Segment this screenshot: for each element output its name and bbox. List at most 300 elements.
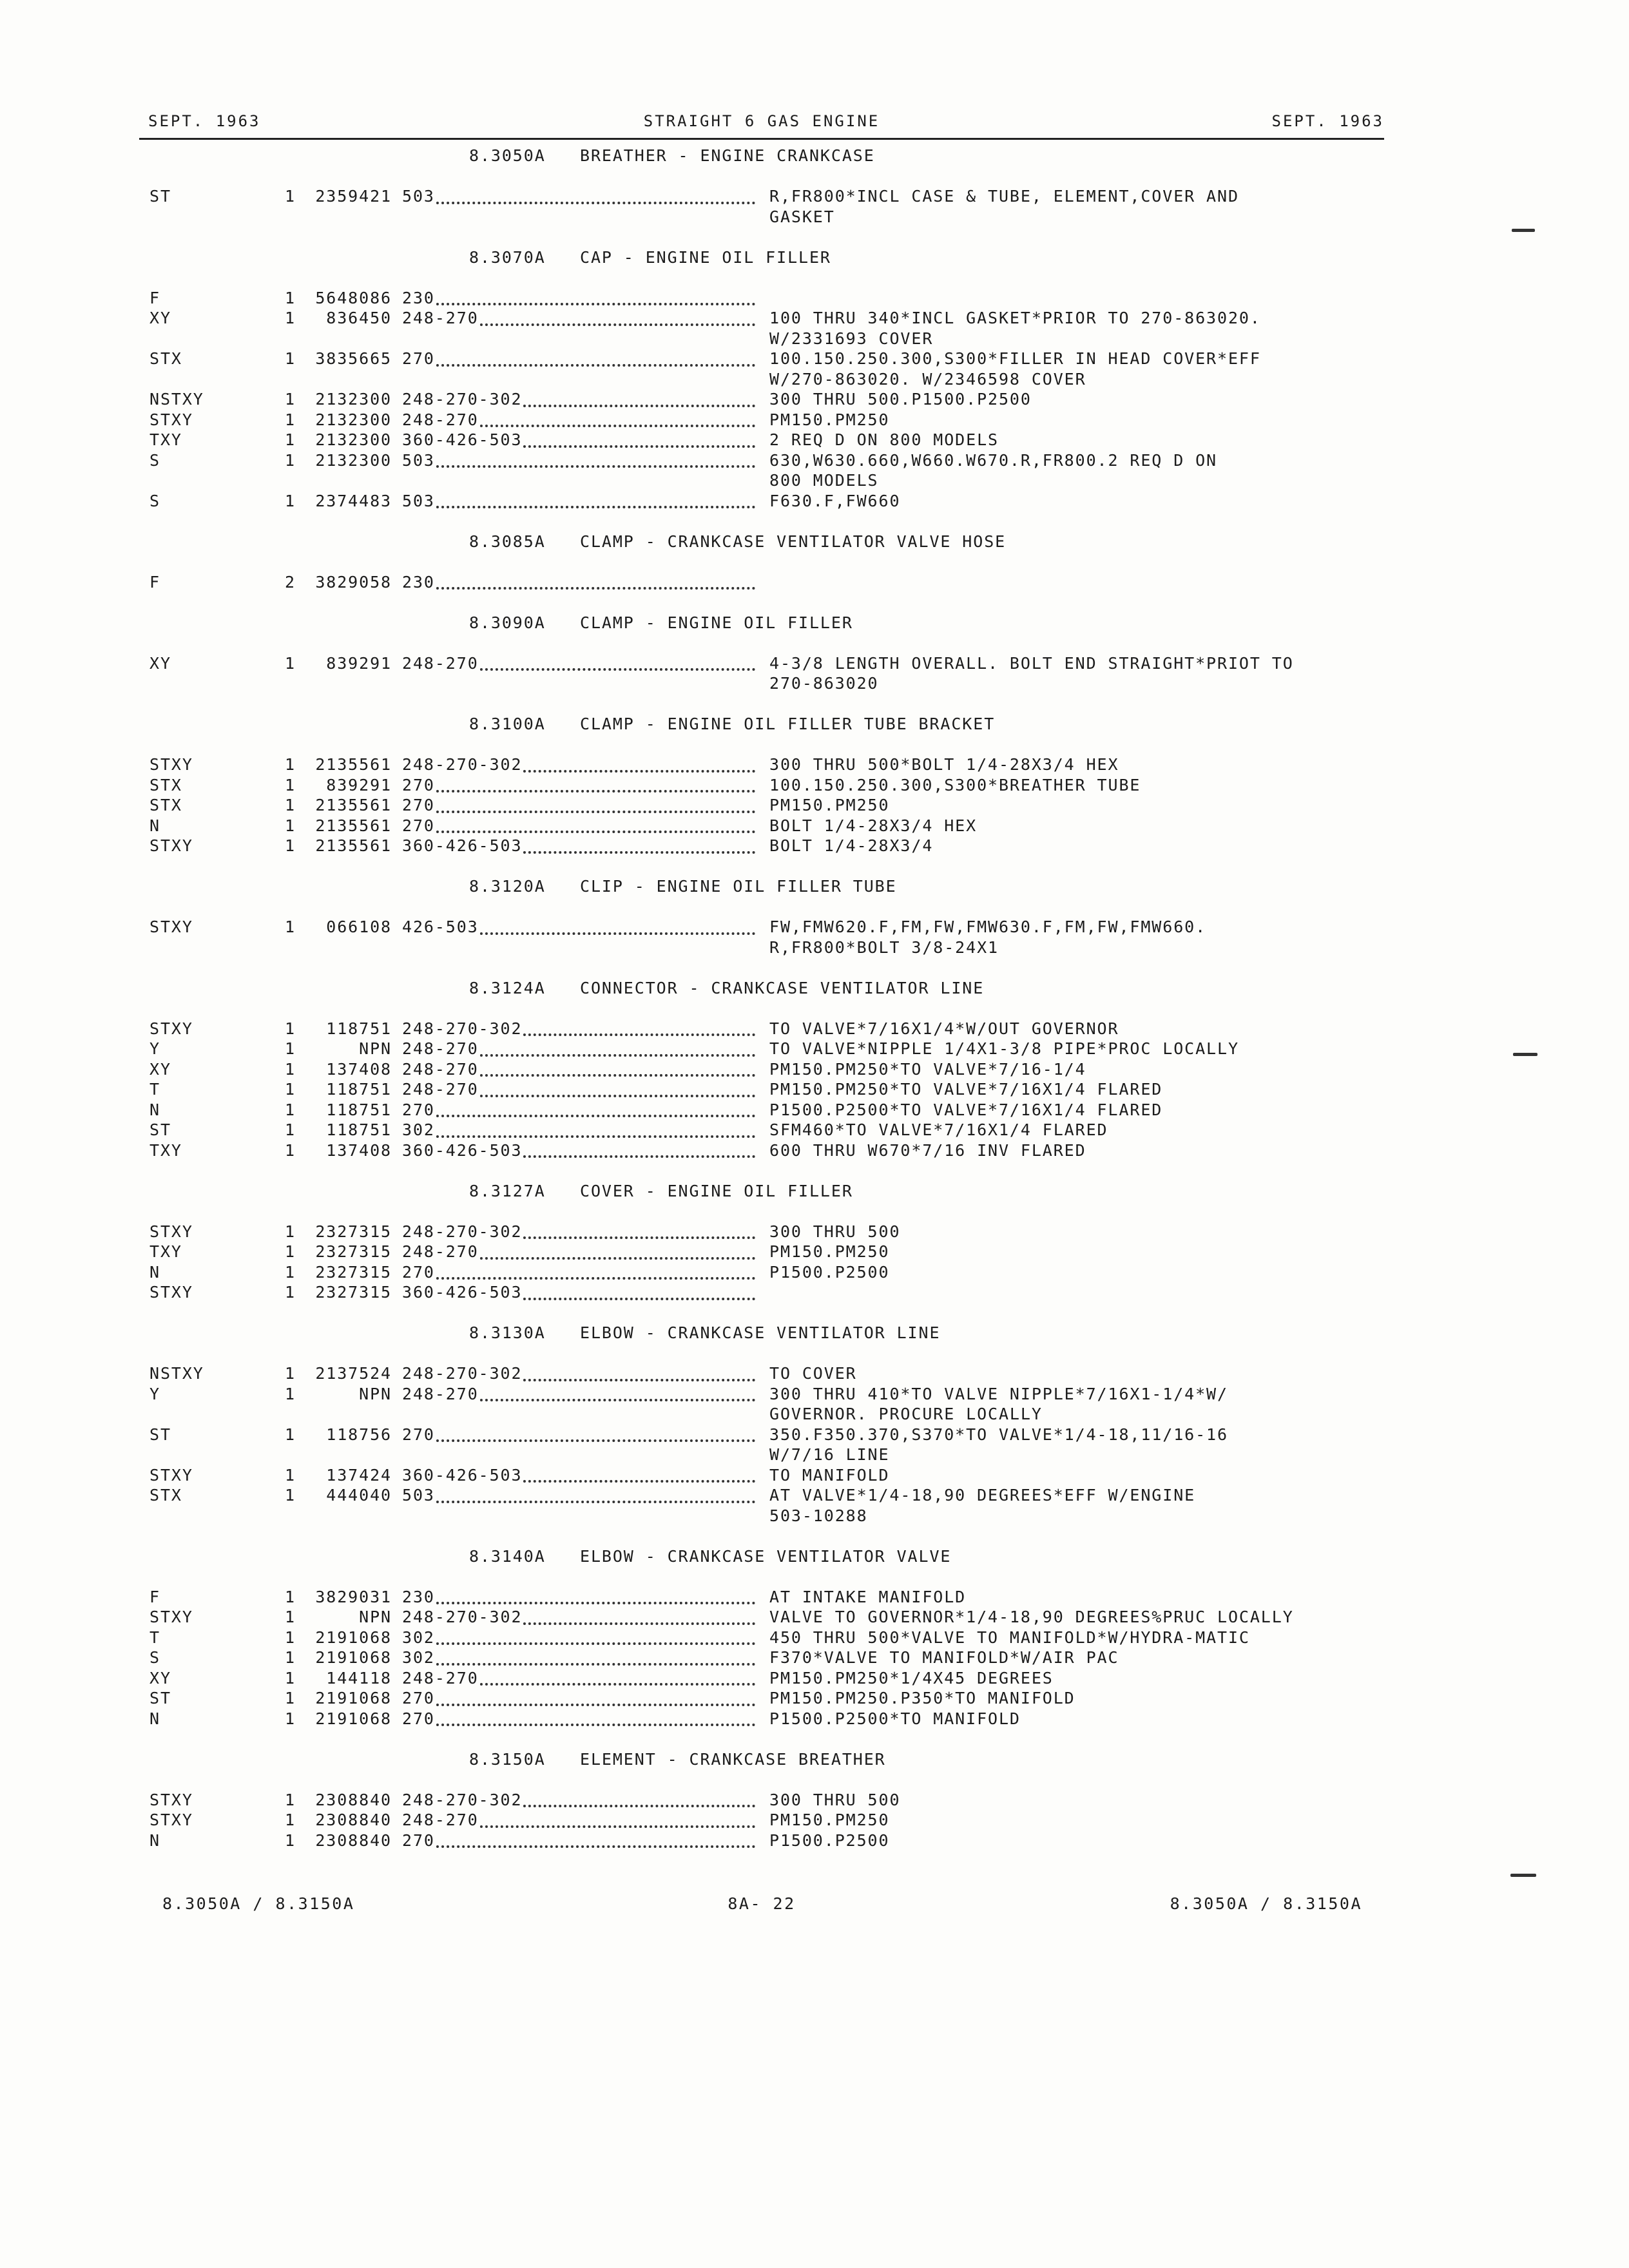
section-spacer <box>0 957 1629 978</box>
dot-leader <box>436 1419 755 1443</box>
engine-series: 230 <box>402 1587 435 1606</box>
section-code: 8.3100A <box>469 715 546 733</box>
table-row <box>0 1384 1629 1425</box>
part-description: 350.F350.370,S370*TO VALVE*1/4-18,11/16-16 W/7/16 LINE <box>769 1425 1228 1464</box>
table-row <box>0 1222 1629 1242</box>
model-code: Y <box>149 1384 160 1403</box>
part-number: 2327315 <box>315 1262 392 1282</box>
model-code: STXY <box>149 1811 193 1829</box>
model-code: XY <box>149 1668 171 1687</box>
part-number: 2132300 <box>315 390 392 408</box>
part-number: 2135561 <box>315 836 392 855</box>
model-code: NSTXY <box>149 390 204 408</box>
part-description: PM150.PM250*TO VALVE*7/16X1/4 FLARED <box>769 1080 1163 1099</box>
section <box>0 146 1629 227</box>
part-description: AT VALVE*1/4-18,90 DEGREES*EFF W/ENGINE 503-10288 <box>769 1486 1196 1525</box>
quantity: 1 <box>285 349 296 368</box>
part-description: TO VALVE*7/16X1/4*W/OUT GOVERNOR <box>769 1019 1119 1038</box>
model-code: Y <box>149 1039 160 1058</box>
model-code: T <box>149 1628 160 1647</box>
section-spacer <box>0 1160 1629 1181</box>
model-code: N <box>149 1100 160 1119</box>
section-title <box>0 714 1629 754</box>
part-description: F370*VALVE TO MANIFOLD*W/AIR PAC <box>769 1648 1119 1667</box>
part-description: P1500.P2500*TO VALVE*7/16X1/4 FLARED <box>769 1100 1163 1119</box>
part-number: 118751 <box>326 1100 392 1119</box>
section <box>0 247 1629 512</box>
model-code: XY <box>149 1059 171 1079</box>
quantity: 1 <box>285 288 296 307</box>
part-number: 137408 <box>326 1140 392 1160</box>
part-description <box>769 572 1629 593</box>
section-title <box>0 1181 1629 1222</box>
engine-series: 503 <box>402 1486 435 1504</box>
part-description: PM150.PM250*TO VALVE*7/16-1/4 <box>769 1059 1086 1079</box>
table-row <box>0 1262 1629 1283</box>
dot-leader <box>436 1582 755 1605</box>
model-code: F <box>149 288 160 307</box>
parts-list <box>0 146 1629 1850</box>
part-description: FW,FMW620.F,FM,FW,FMW630.F,FM,FW,FMW660. R,FR800*BOLT 3/8-24X1 <box>769 918 1207 957</box>
section-title <box>0 876 1629 917</box>
engine-series: 248-270 <box>402 1242 479 1261</box>
table-row <box>0 1607 1629 1628</box>
part-number: 2191068 <box>315 1628 392 1647</box>
part-description: F630.F,FW660 <box>769 491 901 510</box>
quantity: 1 <box>285 1039 296 1058</box>
dot-leader <box>523 425 755 448</box>
model-code: S <box>149 1648 160 1667</box>
page-footer <box>139 1894 1384 1920</box>
quantity: 1 <box>285 1262 296 1282</box>
part-description: 100 THRU 340*INCL GASKET*PRIOR TO 270-863020. W/2331693 COVER <box>769 309 1261 348</box>
quantity: 1 <box>285 309 296 327</box>
dot-leader <box>523 1358 755 1381</box>
table-row <box>0 1100 1629 1120</box>
engine-series: 270 <box>402 1831 435 1850</box>
model-code: XY <box>149 653 171 673</box>
dot-leader <box>480 912 755 935</box>
model-code: F <box>149 1587 160 1606</box>
table-row <box>0 1465 1629 1486</box>
table-row <box>0 1120 1629 1140</box>
edge-mark <box>1510 1874 1536 1877</box>
engine-series: 503 <box>402 450 435 470</box>
table-row <box>0 653 1629 694</box>
section-title <box>0 532 1629 572</box>
engine-series: 248-270 <box>402 1668 479 1687</box>
header-rule <box>139 138 1384 140</box>
table-row <box>0 1282 1629 1303</box>
section-code: 8.3090A <box>469 613 546 632</box>
dot-leader <box>436 1115 755 1138</box>
part-description: 300 THRU 500 <box>769 1790 901 1809</box>
engine-series: 248-270 <box>402 653 479 673</box>
dot-leader <box>436 1257 755 1280</box>
model-code: STXY <box>149 755 193 774</box>
model-code: STXY <box>149 1608 193 1626</box>
table-row <box>0 775 1629 796</box>
quantity: 1 <box>285 187 296 206</box>
model-code: STXY <box>149 1283 193 1302</box>
quantity: 1 <box>285 1384 296 1403</box>
dot-leader <box>480 1805 755 1828</box>
table-row <box>0 1831 1629 1851</box>
engine-series: 248-270-302 <box>402 755 523 774</box>
part-description: R,FR800*INCL CASE & TUBE, ELEMENT,COVER AND GASKET <box>769 187 1239 226</box>
section-code: 8.3120A <box>469 877 546 896</box>
part-number: 2132300 <box>315 430 392 449</box>
part-description: PM150.PM250 <box>769 410 890 429</box>
quantity: 1 <box>285 653 296 673</box>
page-header <box>139 103 1384 139</box>
engine-series: 248-270-302 <box>402 1790 523 1809</box>
section-code: 8.3130A <box>469 1323 546 1342</box>
table-row <box>0 1363 1629 1384</box>
quantity: 1 <box>285 1059 296 1079</box>
engine-series: 360-426-503 <box>402 1140 523 1160</box>
model-code: N <box>149 1262 160 1282</box>
table-row <box>0 1587 1629 1608</box>
part-number: 3829058 <box>315 572 392 591</box>
table-row <box>0 1485 1629 1526</box>
model-code: S <box>149 450 160 470</box>
model-code: ST <box>149 1425 171 1444</box>
dot-leader <box>436 770 755 793</box>
dot-leader <box>436 567 755 590</box>
engine-series: 270 <box>402 816 435 835</box>
dot-leader <box>480 1236 755 1260</box>
table-row <box>0 1810 1629 1831</box>
quantity: 1 <box>285 1790 296 1809</box>
part-number: 2374483 <box>315 491 392 510</box>
quantity: 1 <box>285 1709 296 1728</box>
dot-leader <box>480 405 755 428</box>
section <box>0 1181 1629 1303</box>
section-name: CLAMP - ENGINE OIL FILLER <box>580 613 853 632</box>
part-description: TO MANIFOLD <box>769 1465 890 1485</box>
table-row <box>0 1648 1629 1668</box>
part-description: 300 THRU 410*TO VALVE NIPPLE*7/16X1-1/4*W/ GOVERNOR. PROCURE LOCALLY <box>769 1384 1228 1423</box>
quantity: 1 <box>285 1425 296 1444</box>
engine-series: 230 <box>402 288 435 307</box>
part-description: P1500.P2500*TO MANIFOLD <box>769 1709 1021 1728</box>
engine-series: 248-270 <box>402 1039 479 1058</box>
part-number: 144118 <box>326 1668 392 1687</box>
table-row <box>0 754 1629 775</box>
model-code: STXY <box>149 836 193 855</box>
part-number: 2327315 <box>315 1222 392 1241</box>
part-number: 118751 <box>326 1120 392 1139</box>
header-title: STRAIGHT 6 GAS ENGINE <box>643 112 880 130</box>
engine-series: 302 <box>402 1628 435 1647</box>
part-description: P1500.P2500 <box>769 1262 890 1282</box>
footer-range-left: 8.3050A / 8.3150A <box>162 1894 355 1913</box>
part-number: 5648086 <box>315 288 392 307</box>
engine-series: 248-270-302 <box>402 1608 523 1626</box>
table-row <box>0 1079 1629 1100</box>
engine-series: 248-270-302 <box>402 1364 523 1383</box>
dot-leader <box>523 1785 755 1808</box>
table-row <box>0 1668 1629 1689</box>
section-title <box>0 247 1629 288</box>
model-code: TXY <box>149 1140 182 1160</box>
model-code: XY <box>149 309 171 327</box>
model-code: STXY <box>149 1790 193 1809</box>
section-name: ELEMENT - CRANKCASE BREATHER <box>580 1749 886 1769</box>
part-description <box>769 288 1629 309</box>
engine-series: 302 <box>402 1120 435 1139</box>
dot-leader <box>523 749 755 773</box>
table-row <box>0 389 1629 410</box>
part-number: 2135561 <box>315 796 392 814</box>
table-row <box>0 450 1629 491</box>
engine-series: 360-426-503 <box>402 430 523 449</box>
quantity: 1 <box>285 410 296 429</box>
footer-range-right: 8.3050A / 8.3150A <box>1170 1894 1362 1913</box>
quantity: 1 <box>285 450 296 470</box>
section-spacer <box>0 227 1629 247</box>
engine-series: 248-270-302 <box>402 390 523 408</box>
engine-series: 248-270 <box>402 309 479 327</box>
section <box>0 532 1629 593</box>
section-spacer <box>0 694 1629 715</box>
table-row <box>0 816 1629 836</box>
table-row <box>0 1019 1629 1039</box>
part-description: BOLT 1/4-28X3/4 <box>769 836 934 855</box>
part-number: 2135561 <box>315 816 392 835</box>
table-row <box>0 308 1629 349</box>
part-description: 2 REQ D ON 800 MODELS <box>769 430 999 449</box>
quantity: 1 <box>285 1648 296 1667</box>
table-row <box>0 491 1629 512</box>
table-row <box>0 1790 1629 1811</box>
engine-series: 248-270 <box>402 1811 479 1829</box>
part-description: P1500.P2500 <box>769 1831 890 1850</box>
part-description: VALVE TO GOVERNOR*1/4-18,90 DEGREES%PRUC LOCALLY <box>769 1608 1294 1626</box>
table-row <box>0 1688 1629 1709</box>
model-code: S <box>149 491 160 510</box>
part-description: 300 THRU 500*BOLT 1/4-28X3/4 HEX <box>769 755 1119 774</box>
part-number: 2132300 <box>315 450 392 470</box>
section <box>0 978 1629 1161</box>
part-description: AT INTAKE MANIFOLD <box>769 1587 967 1606</box>
table-row <box>0 1039 1629 1059</box>
model-code: STXY <box>149 410 193 429</box>
part-number: NPN <box>359 1039 392 1058</box>
part-description: 100.150.250.300,S300*FILLER IN HEAD COVER*EFF W/270-863020. W/2346598 COVER <box>769 349 1261 389</box>
part-description: 600 THRU W670*7/16 INV FLARED <box>769 1140 1086 1160</box>
quantity: 1 <box>285 1364 296 1383</box>
part-description: PM150.PM250 <box>769 1242 890 1261</box>
section <box>0 1749 1629 1851</box>
section-code: 8.3070A <box>469 247 546 267</box>
quantity: 1 <box>285 1283 296 1302</box>
engine-series: 270 <box>402 349 435 368</box>
quantity: 1 <box>285 1689 296 1707</box>
engine-series: 248-270-302 <box>402 1222 523 1241</box>
dot-leader <box>436 343 755 367</box>
dot-leader <box>523 1460 755 1483</box>
quantity: 1 <box>285 836 296 855</box>
section-name: COVER - ENGINE OIL FILLER <box>580 1181 853 1200</box>
dot-leader <box>436 1825 755 1849</box>
dot-leader <box>480 1074 755 1097</box>
quantity: 1 <box>285 1811 296 1829</box>
part-description: 300 THRU 500.P1500.P2500 <box>769 390 1032 408</box>
dot-leader <box>523 831 755 854</box>
dot-leader <box>436 1480 755 1503</box>
section-title <box>0 1323 1629 1363</box>
section-code: 8.3124A <box>469 978 546 997</box>
part-number: 2191068 <box>315 1648 392 1667</box>
model-code: STX <box>149 796 182 814</box>
part-number: 118751 <box>326 1080 392 1099</box>
header-date-left: SEPT. 1963 <box>148 112 261 130</box>
dot-leader <box>523 1216 755 1240</box>
table-row <box>0 186 1629 227</box>
section-spacer <box>0 1729 1629 1749</box>
engine-series: 270 <box>402 1689 435 1707</box>
dot-leader <box>523 1014 755 1037</box>
part-number: 137424 <box>326 1465 392 1485</box>
part-number: 839291 <box>326 653 392 673</box>
engine-series: 270 <box>402 1709 435 1728</box>
engine-series: 503 <box>402 187 435 206</box>
part-number: 2327315 <box>315 1242 392 1261</box>
engine-series: 270 <box>402 775 435 794</box>
table-row <box>0 1059 1629 1080</box>
part-number: 836450 <box>326 309 392 327</box>
engine-series: 270 <box>402 796 435 814</box>
section-code: 8.3085A <box>469 532 546 551</box>
part-number: 2327315 <box>315 1283 392 1302</box>
section-code: 8.3127A <box>469 1181 546 1200</box>
dot-leader <box>480 1054 755 1077</box>
part-description: PM150.PM250 <box>769 1811 890 1829</box>
part-description: 300 THRU 500 <box>769 1222 901 1241</box>
table-row <box>0 572 1629 593</box>
quantity: 1 <box>285 1486 296 1504</box>
part-number: 137408 <box>326 1059 392 1079</box>
model-code: STX <box>149 1486 182 1504</box>
part-number: 2359421 <box>315 187 392 206</box>
dot-leader <box>436 811 755 834</box>
engine-series: 248-270 <box>402 1059 479 1079</box>
engine-series: 248-270 <box>402 410 479 429</box>
dot-leader <box>480 1379 755 1402</box>
engine-series: 360-426-503 <box>402 836 523 855</box>
dot-leader <box>523 1135 755 1158</box>
engine-series: 270 <box>402 1425 435 1444</box>
model-code: STX <box>149 349 182 368</box>
part-description: BOLT 1/4-28X3/4 HEX <box>769 816 978 835</box>
quantity: 1 <box>285 1222 296 1241</box>
quantity: 1 <box>285 390 296 408</box>
dot-leader <box>436 445 755 468</box>
dot-leader <box>480 303 755 326</box>
quantity: 1 <box>285 1140 296 1160</box>
page-number: 8A- 22 <box>728 1894 796 1913</box>
engine-series: 302 <box>402 1648 435 1667</box>
table-row <box>0 1242 1629 1262</box>
model-code: STXY <box>149 1222 193 1241</box>
model-code: ST <box>149 1120 171 1139</box>
edge-mark <box>1512 229 1535 232</box>
dot-leader <box>480 1663 755 1686</box>
section-title <box>0 1546 1629 1587</box>
model-code: TXY <box>149 1242 182 1261</box>
quantity: 1 <box>285 1465 296 1485</box>
part-number: 118756 <box>326 1425 392 1444</box>
part-number: 2308840 <box>315 1831 392 1850</box>
section-code: 8.3140A <box>469 1546 546 1566</box>
section-name: CLAMP - ENGINE OIL FILLER TUBE BRACKET <box>580 715 996 733</box>
dot-leader <box>436 1704 755 1727</box>
section-name: ELBOW - CRANKCASE VENTILATOR LINE <box>580 1323 941 1342</box>
section-spacer <box>0 592 1629 613</box>
part-number: 2137524 <box>315 1364 392 1383</box>
section-spacer <box>0 511 1629 532</box>
part-description: SFM460*TO VALVE*7/16X1/4 FLARED <box>769 1120 1108 1139</box>
quantity: 1 <box>285 1120 296 1139</box>
engine-series: 360-426-503 <box>402 1465 523 1485</box>
quantity: 1 <box>285 1242 296 1261</box>
part-description: PM150.PM250*1/4X45 DEGREES <box>769 1668 1054 1687</box>
engine-series: 503 <box>402 491 435 510</box>
part-description <box>769 1282 1629 1303</box>
engine-series: 270 <box>402 1262 435 1282</box>
quantity: 1 <box>285 1100 296 1119</box>
quantity: 1 <box>285 816 296 835</box>
model-code: F <box>149 572 160 591</box>
quantity: 1 <box>285 491 296 510</box>
model-code: STXY <box>149 918 193 936</box>
section-name: ELBOW - CRANKCASE VENTILATOR VALVE <box>580 1546 952 1566</box>
engine-series: 426-503 <box>402 918 479 936</box>
part-number: NPN <box>359 1608 392 1626</box>
part-number: 2135561 <box>315 755 392 774</box>
section-title <box>0 978 1629 1019</box>
engine-series: 270 <box>402 1100 435 1119</box>
edge-mark <box>1513 1053 1537 1056</box>
engine-series: 248-270 <box>402 1080 479 1099</box>
dot-leader <box>436 1622 755 1646</box>
part-description: TO VALVE*NIPPLE 1/4X1-3/8 PIPE*PROC LOCALLY <box>769 1039 1239 1058</box>
section <box>0 876 1629 957</box>
table-row <box>0 836 1629 856</box>
dot-leader <box>436 283 755 306</box>
section-spacer <box>0 1526 1629 1546</box>
dot-leader <box>436 1683 755 1706</box>
part-number: 2191068 <box>315 1709 392 1728</box>
quantity: 1 <box>285 1080 296 1099</box>
table-row <box>0 1709 1629 1729</box>
section-spacer <box>0 856 1629 877</box>
engine-series: 230 <box>402 572 435 591</box>
section-title <box>0 613 1629 653</box>
part-number: 839291 <box>326 775 392 794</box>
quantity: 1 <box>285 755 296 774</box>
part-number: 3835665 <box>315 349 392 368</box>
model-code: N <box>149 816 160 835</box>
section-name: CONNECTOR - CRANKCASE VENTILATOR LINE <box>580 978 985 997</box>
section-title <box>0 1749 1629 1790</box>
model-code: ST <box>149 187 171 206</box>
part-number: 2308840 <box>315 1790 392 1809</box>
part-description: 100.150.250.300,S300*BREATHER TUBE <box>769 775 1141 794</box>
section-spacer <box>0 1303 1629 1323</box>
